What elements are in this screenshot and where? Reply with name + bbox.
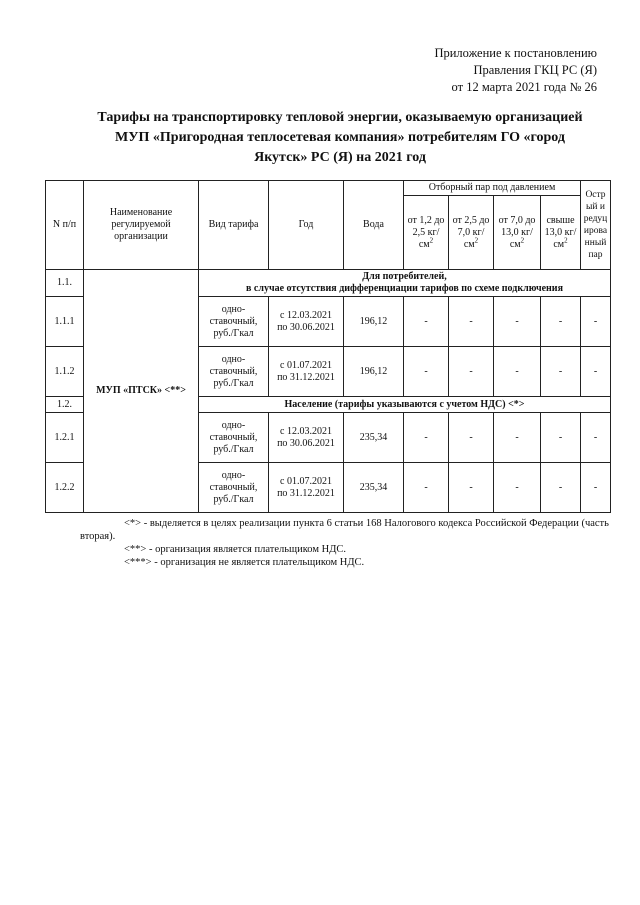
row-sharp: -: [581, 463, 611, 513]
period-to: по 30.06.2021: [277, 321, 335, 333]
table-section-row: [46, 270, 611, 297]
header-pressure-1: [404, 196, 449, 270]
row-p1: -: [404, 297, 449, 347]
period-from: с 12.03.2021: [280, 425, 332, 437]
header-steam-group: Отборный пар под давлением: [404, 181, 581, 196]
section-num: 1.2.: [46, 397, 84, 413]
row-p2: -: [449, 347, 494, 397]
document-title: [80, 108, 600, 168]
row-p1: -: [404, 413, 449, 463]
row-water: 196,12: [344, 297, 404, 347]
header-num: N п/п: [46, 181, 84, 270]
title-line: МУП «Пригородная теплосетевая компания» потребителям ГО «город: [115, 130, 565, 145]
superscript: 2: [520, 236, 525, 245]
title-line: Якутск» РС (Я) на 2021 год: [254, 150, 426, 165]
header-pressure-4: [541, 196, 581, 270]
header-pressure-4-text: свыше 13,0 кг/ см: [544, 214, 577, 250]
row-tariff: одно-ставочный, руб./Гкал: [199, 463, 269, 513]
header-pressure-2: [449, 196, 494, 270]
header-water: Вода: [344, 181, 404, 270]
organization-cell: МУП «ПТСК» <**>: [84, 270, 199, 513]
row-tariff: одно-ставочный, руб./Гкал: [199, 413, 269, 463]
header-pressure-2-text: от 2,5 до 7,0 кг/ см: [452, 214, 490, 250]
period-from: с 12.03.2021: [280, 309, 332, 321]
row-period: [269, 463, 344, 513]
appendix-line: от 12 марта 2021 года № 26: [451, 80, 597, 94]
row-num: 1.2.1: [46, 413, 84, 463]
row-p4: -: [541, 463, 581, 513]
tariffs-table: [45, 180, 611, 513]
superscript: 2: [429, 236, 434, 245]
header-organization: Наименование регулируемой организации: [84, 181, 199, 270]
period-from: с 01.07.2021: [280, 475, 332, 487]
row-p1: -: [404, 463, 449, 513]
row-p2: -: [449, 463, 494, 513]
appendix-header: [337, 45, 597, 96]
row-p2: -: [449, 297, 494, 347]
period-from: с 01.07.2021: [280, 359, 332, 371]
row-water: 196,12: [344, 347, 404, 397]
header-tariff-type: Вид тарифа: [199, 181, 269, 270]
row-water: 235,34: [344, 463, 404, 513]
superscript: 2: [474, 236, 479, 245]
header-pressure-3: [494, 196, 541, 270]
row-period: [269, 347, 344, 397]
row-sharp: -: [581, 297, 611, 347]
row-tariff: одно-ставочный, руб./Гкал: [199, 297, 269, 347]
row-tariff: одно-ставочный, руб./Гкал: [199, 347, 269, 397]
row-p3: -: [494, 297, 541, 347]
section-label-line: Для потребителей,: [362, 271, 447, 282]
row-sharp: -: [581, 413, 611, 463]
row-sharp: -: [581, 347, 611, 397]
header-sharp-steam: Острый и редуцированный пар: [581, 181, 611, 270]
row-period: [269, 297, 344, 347]
row-water: 235,34: [344, 413, 404, 463]
section-label: Население (тарифы указываются с учетом НДС) <*>: [199, 397, 611, 413]
row-p4: -: [541, 297, 581, 347]
superscript: 2: [564, 236, 568, 245]
row-p2: -: [449, 413, 494, 463]
row-num: 1.1.1: [46, 297, 84, 347]
appendix-line: Правления ГКЦ РС (Я): [473, 63, 597, 77]
header-year: Год: [269, 181, 344, 270]
header-pressure-3-text: от 7,0 до 13,0 кг/ см: [498, 214, 536, 250]
header-pressure-1-text: от 1,2 до 2,5 кг/ см: [407, 214, 445, 250]
period-to: по 30.06.2021: [277, 437, 335, 449]
row-num: 1.2.2: [46, 463, 84, 513]
footnote: <***> - организация не является плательщиком НДС.: [124, 557, 365, 568]
section-label-line: в случае отсутствия дифференциации тарифов по схеме подключения: [246, 283, 563, 294]
period-to: по 31.12.2021: [277, 487, 335, 499]
footnotes: [80, 517, 610, 569]
row-p3: -: [494, 463, 541, 513]
row-p4: -: [541, 413, 581, 463]
section-num: 1.1.: [46, 270, 84, 297]
row-p3: -: [494, 413, 541, 463]
row-p1: -: [404, 347, 449, 397]
row-num: 1.1.2: [46, 347, 84, 397]
title-line: Тарифы на транспортировку тепловой энергии, оказываемую организацией: [97, 110, 583, 125]
section-label: [199, 270, 611, 297]
footnote: <*> - выделяется в целях реализации пункта 6 статьи 168 Налогового кодекса Российской Федерации (часть вторая).: [80, 518, 609, 542]
period-to: по 31.12.2021: [277, 371, 335, 383]
row-p3: -: [494, 347, 541, 397]
row-period: [269, 413, 344, 463]
appendix-line: Приложение к постановлению: [434, 46, 597, 60]
footnote: <**> - организация является плательщиком НДС.: [124, 544, 346, 555]
row-p4: -: [541, 347, 581, 397]
